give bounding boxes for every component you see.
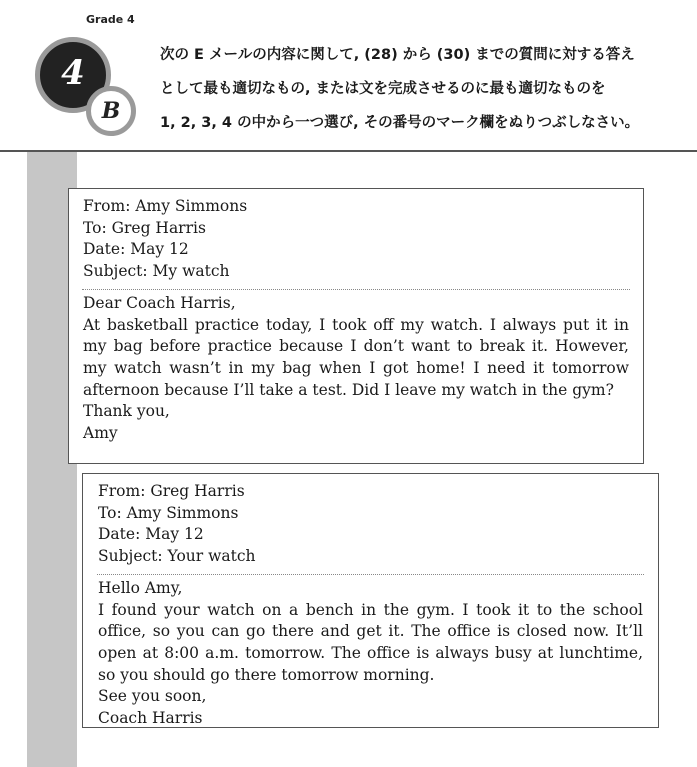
email-closing: See you soon, <box>98 687 207 706</box>
instruction-line: として最も適切なもの, または文を完成させるのに最も適切なものを <box>160 81 606 97</box>
email-greeting: Dear Coach Harris, <box>83 293 236 312</box>
header-separator <box>97 574 644 575</box>
email-signature: Amy <box>83 424 118 443</box>
email-subject: Subject: Your watch <box>98 547 256 566</box>
email-paragraph: I found your watch on a bench in the gym. I took it to the school office, so you can go there and get it. The office is closed now. It’ll open at 8:00 a.m. tomorrow. The office is always busy at lunchtime, so you should go there tomorrow morning. <box>98 600 643 684</box>
email-date: Date: May 12 <box>83 240 189 259</box>
email-from-amy <box>68 188 644 464</box>
instruction-line: 1, 2, 3, 4 の中から一つ選び, その番号のマーク欄をぬりつぶしなさい。 <box>160 115 640 131</box>
email-paragraph: At basketball practice today, I took off my watch. I always put it in my bag before practice because I don’t want to break it. However, my watch wasn’t in my bag when I got home! I need it tomorrow afternoon because I’ll take a test. Did I leave my watch in the gym? <box>83 315 629 399</box>
section-letter: B <box>101 98 121 124</box>
email-closing: Thank you, <box>83 402 170 421</box>
email-from: From: Amy Simmons <box>83 197 248 215</box>
email-subject: Subject: My watch <box>83 262 230 281</box>
grade-label: Grade 4 <box>86 13 135 26</box>
header-divider <box>0 150 697 152</box>
email-date: Date: May 12 <box>98 525 204 544</box>
email-to: To: Greg Harris <box>83 218 206 237</box>
section-letter-badge <box>86 86 136 136</box>
email-body <box>98 578 643 730</box>
email-from-greg <box>82 473 659 728</box>
email-greeting: Hello Amy, <box>98 578 183 597</box>
email-signature: Coach Harris <box>98 709 203 728</box>
email-body <box>83 293 629 445</box>
instructions <box>160 38 680 140</box>
email-header <box>83 196 629 283</box>
section-number: 4 <box>61 53 85 93</box>
header-separator <box>82 289 630 290</box>
instruction-line: 次の E メールの内容に関して, (28) から (30) までの質問に対する答え <box>160 47 635 63</box>
email-from: From: Greg Harris <box>98 482 245 500</box>
email-to: To: Amy Simmons <box>98 503 239 522</box>
email-header <box>98 481 643 568</box>
